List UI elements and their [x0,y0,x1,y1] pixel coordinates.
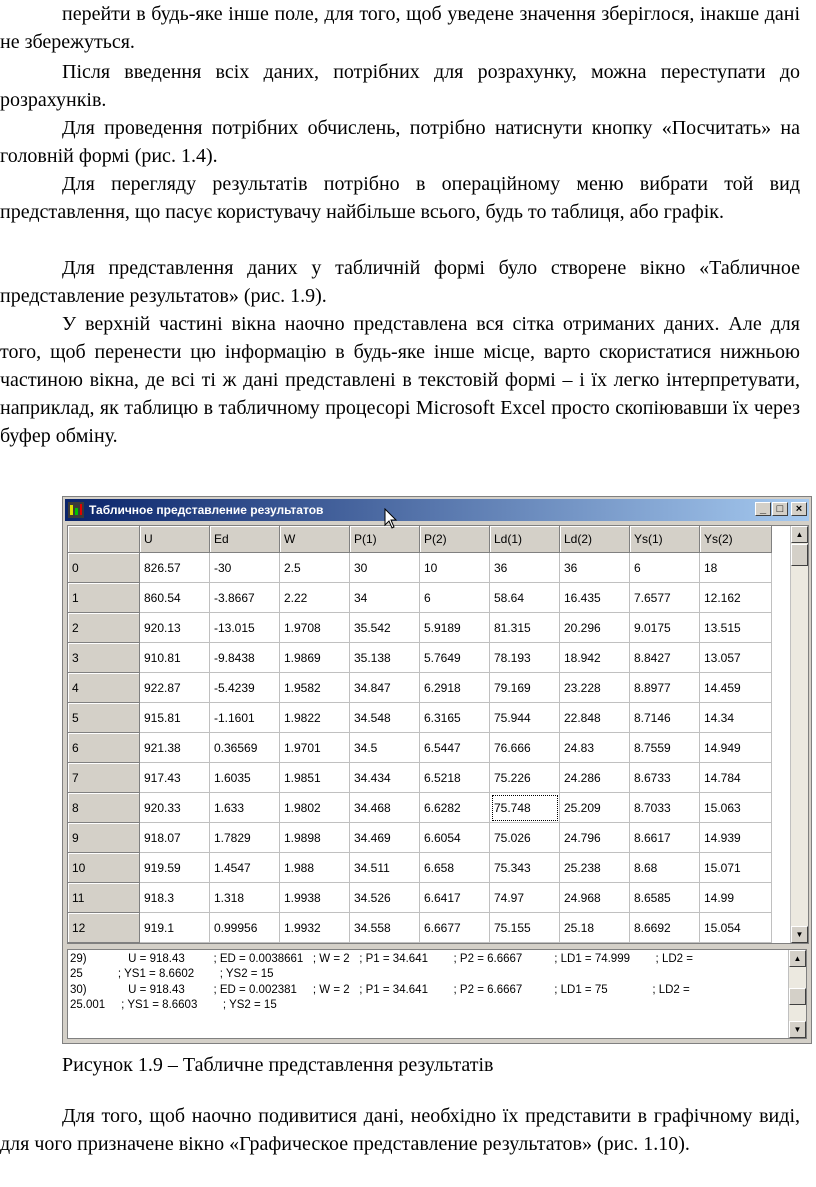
table-row [68,553,772,583]
closing-paragraph: Для того, щоб наочно подивитися дані, необхідно їх представити в графічному виді, для чого призначене вікно «Графическое представление результатов» (рис. 1.10). [0,1105,800,1155]
table-cell[interactable]: 1.4547 [210,853,280,883]
table-cell[interactable]: 30 [350,553,420,583]
table-cell[interactable]: 24.83 [560,733,630,763]
table-cell[interactable] [700,943,772,945]
table-cell[interactable]: 6 [630,553,700,583]
table-cell[interactable]: 6.6417 [420,883,490,913]
minimize-button[interactable]: _ [755,502,771,516]
table-cell[interactable]: 6.6282 [420,793,490,823]
table-cell[interactable]: 6.658 [420,853,490,883]
table-cell[interactable]: 1.9701 [280,733,350,763]
table-row [68,853,772,883]
memo-scroll-thumb[interactable] [789,988,806,1005]
table-cell[interactable] [560,943,630,945]
table-cell[interactable] [490,943,560,945]
row-header[interactable] [68,943,140,945]
table-cell[interactable]: 6.2918 [420,673,490,703]
row-header[interactable]: 7 [68,763,140,793]
table-cell[interactable]: 1.9898 [280,823,350,853]
table-cell[interactable]: 915.81 [140,703,210,733]
memo-line: 25 ; YS1 = 8.6602 ; YS2 = 15 [70,968,274,980]
table-row [68,763,772,793]
table-cell[interactable]: 6.6677 [420,913,490,943]
column-header[interactable] [68,526,140,553]
table-cell[interactable]: 34.5 [350,733,420,763]
grid-table [68,526,772,944]
table-cell[interactable]: 15.054 [700,913,772,943]
table-cell[interactable]: 14.459 [700,673,772,703]
memo-line: 30) U = 918.43 ; ED = 0.002381 ; W = 2 ; P1 = 34.641 ; P2 = 6.6667 ; LD1 = 75 ; LD2 = [70,984,690,996]
table-cell[interactable]: 14.949 [700,733,772,763]
table-cell[interactable]: 921.38 [140,733,210,763]
table-cell[interactable]: 12.162 [700,583,772,613]
scroll-up-arrow-icon[interactable]: ▲ [791,526,808,543]
table-cell[interactable]: -9.8438 [210,643,280,673]
table-cell[interactable]: 25.18 [560,913,630,943]
table-cell[interactable]: 1.9802 [280,793,350,823]
table-cell[interactable]: 34.511 [350,853,420,883]
table-cell[interactable]: 14.784 [700,763,772,793]
table-row [68,793,772,823]
mouse-pointer-icon [384,508,398,530]
memo-line: 25.001 ; YS1 = 8.6603 ; YS2 = 15 [70,999,277,1011]
table-cell[interactable]: 34.558 [350,913,420,943]
memo-scroll-down-arrow-icon[interactable]: ▼ [789,1021,806,1038]
table-row [68,733,772,763]
paragraph-6: У верхній частині вікна наочно представлена вся сітка отриманих даних. Але для того, щоб перенести цю інформацію в будь-яке інше місце, варто скористатися нижньою частиною вікна, де всі ті ж дані представлені в текстовій формі – і їх легко інтерпретувати, наприклад, як таблицю в табличному процесорі Microsoft Excel просто скопіювавши їх через буфер обміну. [0,313,800,447]
table-cell[interactable]: 14.939 [700,823,772,853]
column-header[interactable]: P(2) [420,526,490,553]
table-cell[interactable]: 1.318 [210,883,280,913]
table-cell[interactable]: 920.33 [140,793,210,823]
table-cell[interactable]: 8.7033 [630,793,700,823]
table-row [68,913,772,943]
row-header[interactable]: 0 [68,553,140,583]
column-header[interactable]: P(1) [350,526,420,553]
table-cell[interactable]: 1.633 [210,793,280,823]
column-header[interactable]: Ld(2) [560,526,630,553]
table-cell[interactable]: 8.6733 [630,763,700,793]
table-row [68,703,772,733]
table-cell[interactable]: 34.434 [350,763,420,793]
table-cell[interactable]: 22.848 [560,703,630,733]
row-header[interactable]: 8 [68,793,140,823]
table-cell[interactable]: 5.9189 [420,613,490,643]
table-cell[interactable]: 10 [420,553,490,583]
table-cell[interactable]: 34.548 [350,703,420,733]
table-cell[interactable]: 8.68 [630,853,700,883]
column-header[interactable]: Ys(1) [630,526,700,553]
figure-caption: Рисунок 1.9 – Табличне представлення результатів [62,1054,494,1076]
memo-scroll-up-arrow-icon[interactable]: ▲ [789,950,806,967]
table-cell[interactable]: 8.6585 [630,883,700,913]
maximize-button[interactable]: □ [772,502,788,516]
table-cell[interactable]: 1.6035 [210,763,280,793]
table-cell[interactable]: 75.226 [490,763,560,793]
table-cell[interactable] [630,943,700,945]
table-cell[interactable]: 917.43 [140,763,210,793]
table-row [68,613,772,643]
table-cell[interactable]: 74.97 [490,883,560,913]
paragraph-4: Для перегляду результатів потрібно в операційному меню вибрати той вид представлення, що пасує користувачу найбільше всього, будь то таблиця, або графік. [0,173,800,223]
results-text-memo[interactable] [67,949,807,1039]
table-row [68,823,772,853]
table-cell[interactable]: 5.7649 [420,643,490,673]
table-cell[interactable]: 75.026 [490,823,560,853]
table-cell[interactable]: 1.988 [280,853,350,883]
table-cell[interactable]: 8.6692 [630,913,700,943]
table-cell[interactable]: 76.666 [490,733,560,763]
table-cell[interactable]: 918.3 [140,883,210,913]
table-cell[interactable]: 1.9822 [280,703,350,733]
table-cell[interactable]: 24.796 [560,823,630,853]
table-cell[interactable]: 35.542 [350,613,420,643]
table-cell[interactable]: 58.64 [490,583,560,613]
column-header[interactable]: W [280,526,350,553]
table-cell[interactable]: 25.209 [560,793,630,823]
table-cell[interactable]: -3.8667 [210,583,280,613]
table-cell[interactable]: 81.315 [490,613,560,643]
table-cell[interactable]: 75.748 [490,793,560,823]
table-cell[interactable]: 34.468 [350,793,420,823]
table-cell[interactable] [280,943,350,945]
column-header[interactable]: U [140,526,210,553]
row-header[interactable]: 11 [68,883,140,913]
table-cell[interactable]: 15.063 [700,793,772,823]
table-cell[interactable]: 36 [490,553,560,583]
table-cell[interactable]: 919.59 [140,853,210,883]
table-cell[interactable]: 6.3165 [420,703,490,733]
table-cell[interactable] [140,943,210,945]
table-row [68,583,772,613]
row-header[interactable]: 9 [68,823,140,853]
table-cell[interactable]: 24.968 [560,883,630,913]
table-cell[interactable]: 23.228 [560,673,630,703]
table-cell[interactable]: -1.1601 [210,703,280,733]
table-cell[interactable]: 18 [700,553,772,583]
table-row [68,673,772,703]
table-cell[interactable]: 6.6054 [420,823,490,853]
column-header[interactable]: Ed [210,526,280,553]
table-cell[interactable]: 1.9869 [280,643,350,673]
table-cell[interactable]: 15.071 [700,853,772,883]
table-cell[interactable]: 16.435 [560,583,630,613]
table-cell[interactable]: 14.99 [700,883,772,913]
table-cell[interactable]: 6.5218 [420,763,490,793]
table-cell[interactable]: 918.07 [140,823,210,853]
table-cell[interactable]: 826.57 [140,553,210,583]
table-cell[interactable]: 13.515 [700,613,772,643]
scroll-down-arrow-icon[interactable]: ▼ [791,926,808,943]
table-cell[interactable]: 1.9938 [280,883,350,913]
table-cell[interactable]: 6.5447 [420,733,490,763]
app-icon [68,502,84,518]
table-cell[interactable]: 14.34 [700,703,772,733]
row-header[interactable]: 1 [68,583,140,613]
table-cell[interactable]: 35.138 [350,643,420,673]
row-header[interactable]: 2 [68,613,140,643]
table-cell[interactable]: 1.9582 [280,673,350,703]
table-cell[interactable]: 34.847 [350,673,420,703]
row-header[interactable]: 12 [68,913,140,943]
table-cell[interactable]: 8.8427 [630,643,700,673]
table-cell[interactable]: -30 [210,553,280,583]
results-table-window [62,496,812,1044]
table-cell[interactable]: 1.7829 [210,823,280,853]
table-cell[interactable]: 8.8977 [630,673,700,703]
row-header[interactable]: 3 [68,643,140,673]
table-cell[interactable]: 2.22 [280,583,350,613]
table-cell[interactable]: 8.6617 [630,823,700,853]
table-cell[interactable]: 0.99956 [210,913,280,943]
table-cell[interactable]: 2.5 [280,553,350,583]
row-header[interactable]: 4 [68,673,140,703]
table-cell[interactable]: 75.155 [490,913,560,943]
table-cell[interactable]: 6 [420,583,490,613]
table-cell[interactable]: 9.0175 [630,613,700,643]
table-cell[interactable]: 34 [350,583,420,613]
table-cell[interactable]: 8.7146 [630,703,700,733]
table-cell[interactable]: 920.13 [140,613,210,643]
table-cell[interactable]: 919.1 [140,913,210,943]
table-cell[interactable]: 34.526 [350,883,420,913]
column-header[interactable]: Ys(2) [700,526,772,553]
table-cell[interactable]: 0.36569 [210,733,280,763]
table-cell[interactable] [350,943,420,945]
table-cell[interactable]: 25.238 [560,853,630,883]
grid-scrollbar[interactable] [790,526,808,943]
table-cell[interactable]: -5.4239 [210,673,280,703]
table-cell[interactable]: 34.469 [350,823,420,853]
table-cell[interactable]: 24.286 [560,763,630,793]
column-header[interactable]: Ld(1) [490,526,560,553]
paragraph-2: Після введення всіх даних, потрібних для розрахунку, можна переступати до розрахунків. [0,61,800,111]
close-button[interactable]: × [791,502,807,516]
table-cell[interactable]: 1.9851 [280,763,350,793]
table-row [68,943,772,945]
table-cell[interactable]: 922.87 [140,673,210,703]
table-cell[interactable]: -13.015 [210,613,280,643]
title-bar[interactable] [65,499,809,521]
table-cell[interactable]: 79.169 [490,673,560,703]
table-cell[interactable]: 910.81 [140,643,210,673]
table-cell[interactable] [210,943,280,945]
paragraph-3: Для проведення потрібних обчислень, потрібно натиснути кнопку «Посчитать» на головній формі (рис. 1.4). [0,117,800,167]
table-cell[interactable]: 1.9932 [280,913,350,943]
table-cell[interactable]: 8.7559 [630,733,700,763]
table-cell[interactable]: 860.54 [140,583,210,613]
paragraph-1: перейти в будь-яке інше поле, для того, щоб уведене значення зберіглося, інакше дані не збережуться. [0,3,800,53]
table-cell[interactable]: 18.942 [560,643,630,673]
row-header[interactable]: 5 [68,703,140,733]
row-header[interactable]: 6 [68,733,140,763]
results-grid[interactable] [67,525,809,944]
table-cell[interactable]: 1.9708 [280,613,350,643]
scroll-thumb[interactable] [791,544,808,566]
window-title: Табличное представление результатов [89,503,324,517]
table-cell[interactable] [420,943,490,945]
table-cell[interactable]: 75.944 [490,703,560,733]
memo-scrollbar[interactable] [788,950,806,1038]
row-header[interactable]: 10 [68,853,140,883]
memo-line: 29) U = 918.43 ; ED = 0.0038661 ; W = 2 ; P1 = 34.641 ; P2 = 6.6667 ; LD1 = 74.999 ; LD2 = [70,953,693,965]
table-cell[interactable]: 7.6577 [630,583,700,613]
table-row [68,643,772,673]
table-row [68,883,772,913]
table-cell[interactable]: 78.193 [490,643,560,673]
paragraph-5: Для представлення даних у табличній формі було створене вікно «Табличное представление результатов» (рис. 1.9). [0,257,800,307]
table-cell[interactable]: 20.296 [560,613,630,643]
table-cell[interactable]: 36 [560,553,630,583]
table-cell[interactable]: 13.057 [700,643,772,673]
table-cell[interactable]: 75.343 [490,853,560,883]
